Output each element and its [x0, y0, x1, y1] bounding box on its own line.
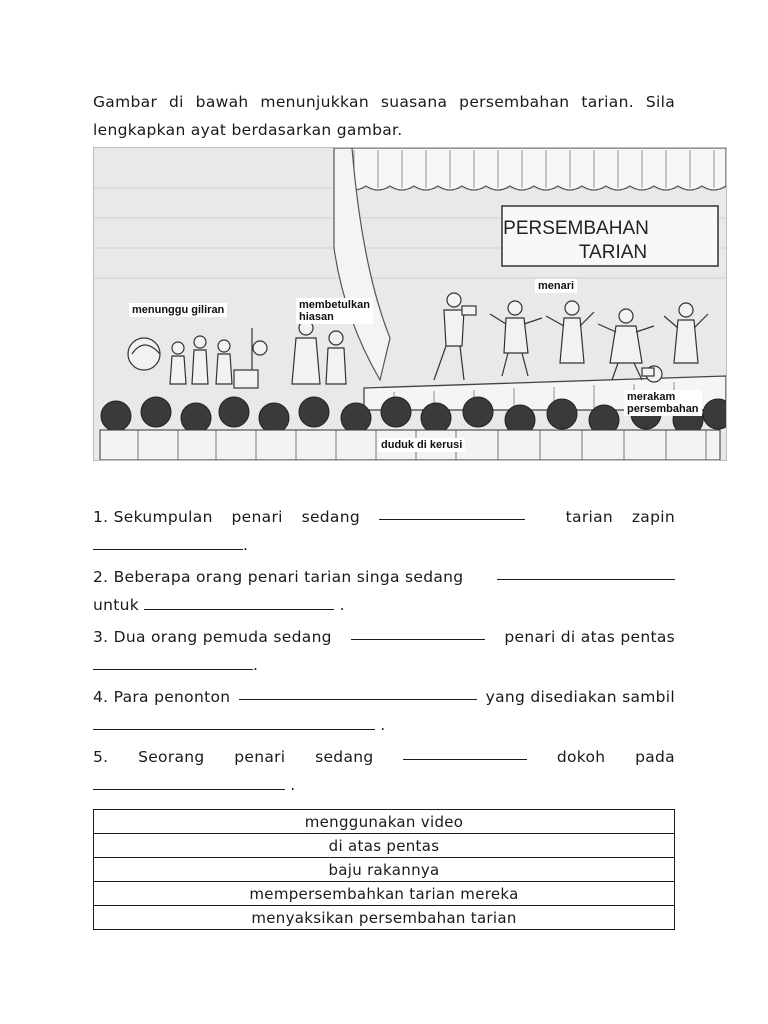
q5-word: dokoh: [556, 748, 606, 766]
q3-blank-2[interactable]: [93, 653, 253, 670]
q4-text-a: Para penonton: [113, 688, 231, 706]
q5-blank-1[interactable]: [403, 743, 527, 760]
label-merakam-persembahan: [624, 390, 702, 416]
q3-text-a: Dua orang pemuda sedang: [113, 628, 332, 646]
q1-number: 1.: [93, 508, 109, 526]
q5-word: pada: [635, 748, 675, 766]
q3-end: .: [253, 656, 259, 674]
label-menunggu-giliran: menunggu giliran: [129, 303, 227, 317]
q5-number: 5.: [93, 748, 109, 766]
question-4: [93, 683, 675, 739]
q2-end: .: [339, 596, 345, 614]
q4-blank-1[interactable]: [239, 683, 477, 700]
answer-option: mempersembahkan tarian mereka: [94, 882, 675, 906]
q5-word: penari: [234, 748, 286, 766]
q2-blank-1[interactable]: [497, 563, 675, 580]
q2-text-b: untuk: [93, 596, 140, 614]
q2-number: 2.: [93, 568, 109, 586]
question-3: [93, 623, 675, 679]
instruction-text: Gambar di bawah menunjukkan suasana persembahan tarian. Sila lengkapkan ayat berdasarkan gambar.: [93, 93, 675, 139]
q3-number: 3.: [93, 628, 109, 646]
answer-option: di atas pentas: [94, 834, 675, 858]
q1-end: .: [243, 536, 249, 554]
question-list: [93, 503, 675, 803]
answer-option: baju rakannya: [94, 858, 675, 882]
question-1: [93, 503, 675, 559]
label-membetulkan-hiasan: [296, 298, 373, 324]
q3-blank-1[interactable]: [351, 623, 485, 640]
label-membetulkan-line2: hiasan: [299, 311, 334, 323]
q5-blank-2[interactable]: [93, 773, 285, 790]
q1-blank-2[interactable]: [93, 533, 243, 550]
q5-end: .: [290, 776, 296, 794]
q2-text-a: Beberapa orang penari tarian singa sedang: [113, 568, 464, 586]
answer-option: menyaksikan persembahan tarian: [94, 906, 675, 930]
label-merakam-line1: merakam: [627, 391, 676, 403]
q1-blank-1[interactable]: [379, 503, 525, 520]
q2-blank-2[interactable]: [144, 593, 334, 610]
q1-word: zapin: [631, 508, 675, 526]
q4-number: 4.: [93, 688, 109, 706]
q3-text-b: penari di atas pentas: [504, 628, 675, 646]
label-merakam-line2: persembahan: [627, 403, 699, 415]
q5-word: sedang: [315, 748, 374, 766]
q1-word: sedang: [301, 508, 360, 526]
q4-end: .: [380, 716, 386, 734]
dance-performance-illustration: [93, 147, 727, 461]
q4-blank-2[interactable]: [93, 713, 375, 730]
q4-text-b: yang disediakan sambil: [485, 688, 675, 706]
label-duduk-di-kerusi: duduk di kerusi: [378, 438, 465, 452]
label-membetulkan-line1: membetulkan: [299, 299, 370, 311]
q5-word: Seorang: [138, 748, 205, 766]
question-2: [93, 563, 675, 619]
sign-line-1: PERSEMBAHAN: [503, 218, 649, 239]
answer-option: menggunakan video: [94, 810, 675, 834]
question-5: [93, 743, 675, 799]
q1-word: penari: [231, 508, 283, 526]
answer-bank-table: [93, 809, 675, 930]
label-menari: menari: [535, 279, 577, 293]
q1-word: Sekumpulan: [113, 508, 213, 526]
sign-line-2: TARIAN: [578, 242, 648, 263]
q1-word: tarian: [565, 508, 614, 526]
